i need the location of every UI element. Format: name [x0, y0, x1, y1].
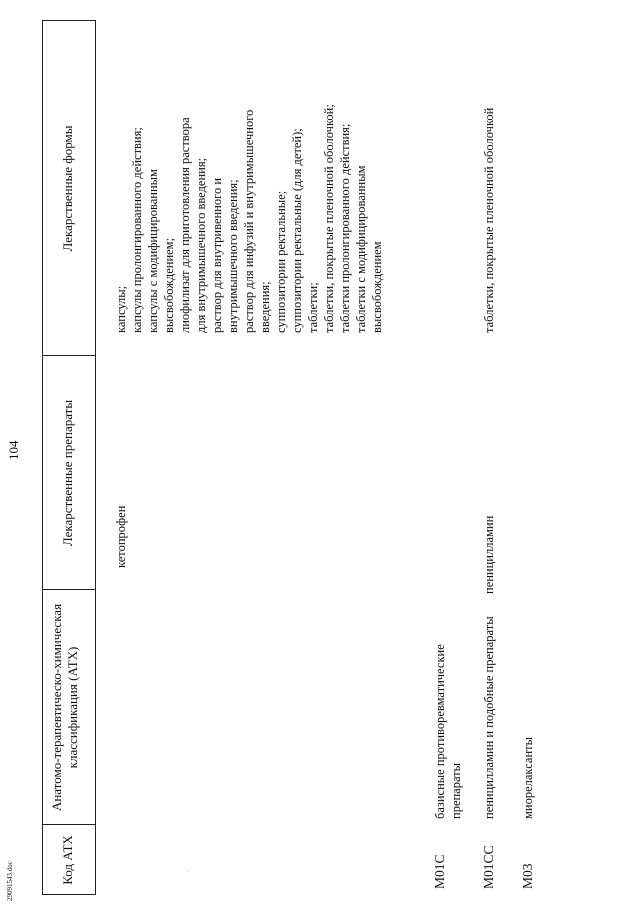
- drug-penicillamine: пеницилламин: [482, 515, 496, 594]
- form-item: высвобождением;: [162, 237, 176, 333]
- form-item: таблетки пролонгированного действия;: [338, 123, 352, 333]
- scan-speck: ·: [184, 869, 193, 872]
- form-item: таблетки, покрытые пленочной оболочкой;: [322, 104, 336, 333]
- classification-line: миорелаксанты: [521, 737, 535, 819]
- atx-code: M01C: [432, 854, 447, 889]
- forms-ketoprofen: [113, 104, 385, 333]
- form-item: суппозитории ректальные;: [274, 190, 288, 333]
- footer-filename: 29091543.doc: [6, 861, 14, 901]
- form-item: введения;: [258, 281, 272, 333]
- form-item: лиофилизат для приготовления раствора: [178, 117, 192, 333]
- classification-line: базисные противоревматические: [433, 644, 447, 819]
- page-number: 104: [6, 440, 21, 460]
- header-code: Код АТХ: [60, 835, 75, 885]
- form-item: для внутримышечного введения;: [194, 157, 208, 333]
- form-item: капсулы с модифицированным: [146, 169, 160, 333]
- form-item: капсулы пролонгированного действия;: [130, 127, 144, 333]
- form-item: раствор для внутривенного и: [210, 177, 224, 333]
- header-forms: Лекарственные формы: [60, 125, 75, 252]
- header-classification-line1: Анатомо-терапевтическо-химическая: [49, 603, 64, 812]
- form-item: высвобождением: [370, 241, 384, 333]
- form-item: суппозитории ректальные (для детей);: [290, 128, 304, 333]
- header-classification-line2: классификация (АТХ): [65, 646, 80, 769]
- header-drugs: Лекарственные препараты: [60, 399, 75, 547]
- form-item: таблетки, покрытые пленочной оболочкой: [482, 107, 496, 333]
- drug-ketoprofen: кетопрофен: [114, 505, 128, 568]
- table-rule-top: [42, 21, 43, 895]
- form-item: капсулы;: [114, 285, 128, 333]
- form-item: таблетки;: [306, 282, 320, 333]
- classification-line: препараты: [449, 762, 463, 819]
- classification-line: пеницилламин и подобные препараты: [482, 616, 496, 819]
- table-rule-header-bottom: [95, 21, 96, 895]
- atx-code: M01CC: [481, 845, 496, 889]
- form-item: внутримышечного введения;: [226, 179, 240, 333]
- form-item: таблетки с модифицированным: [354, 165, 368, 333]
- atx-code: M03: [520, 863, 535, 889]
- form-item: раствор для инфузий и внутримышечного: [242, 109, 256, 333]
